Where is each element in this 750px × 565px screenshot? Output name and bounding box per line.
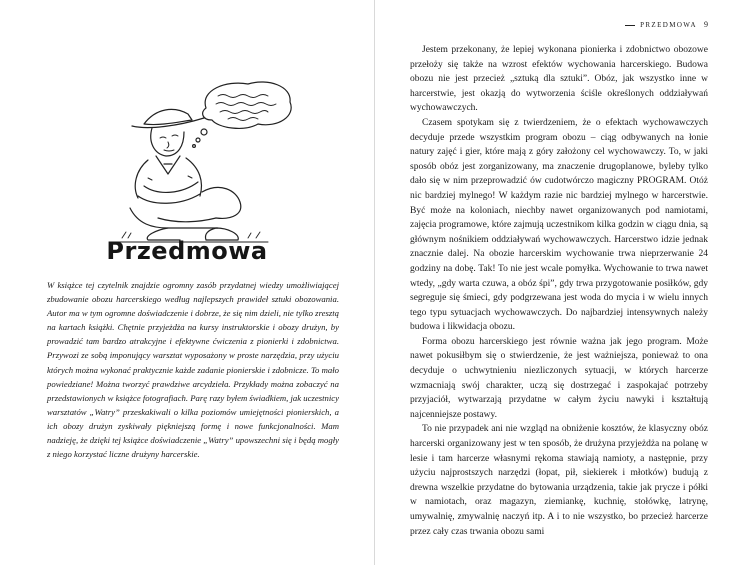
running-head-rule <box>625 25 635 26</box>
left-page <box>0 0 374 565</box>
scout-sitting-dreaming-illustration <box>108 78 298 246</box>
running-head-title: PRZEDMOWA <box>640 21 697 29</box>
body-paragraph: Jestem przekonany, że lepiej wykonana pionierka i zdobnictwo obozowe przełoży się także na wzrost efektów wychowania harcerskiego. Budowa obozu nie jest przecież „sztuką dla sztuki”. Obóz, jak wszystko inne w harcerstwie, jest okazją do wytworzenia ściśle określonych oddziaływań wychowawczych. <box>410 45 708 114</box>
body-paragraph: Forma obozu harcerskiego jest równie ważna jak jego program. Może nawet pokusiłbym się o stwierdzenie, że jest ważniejsza, ponieważ to ona decyduje o uchwytnieniu niezliczonych sytuacji, w których harcerze wzmacniają swój charakter, uczą się dostrzegać i zaspokajać potrzeby przyjaciół, wytwarzają przydatne w całym życiu nawyki i kształtują najcenniejsze postawy. <box>410 336 708 420</box>
right-page <box>375 0 750 565</box>
body-text <box>410 43 708 539</box>
intro-paragraph: W książce tej czytelnik znajdzie ogromny zasób przydatnej wiedzy umożliwiającej zbudowanie obozu harcerskiego według najlepszych prawideł sztuki obozowania. Autor ma w tym ogromne doświadczenie i dobrze, że się nim dzieli, nie tylko zresztą na kartach książki. Chętnie przyjeżdża na kursy instruktorskie i obozy drużyn, by prowadzić tam bardzo atrakcyjne i efektywne ćwiczenia z pionierki i zdobnictwa. Przywozi ze sobą imponujący warsztat wyposażony w proste narzędzia, przy użyciu których można wykonać praktycznie każde zadanie pionierskie i zdobnicze. To mało powiedziane! Można tworzyć prawdziwe arcydzieła. Przykłady można zobaczyć na przedstawionych w książce fotografiach. Parę razy byłem świadkiem, jak uczestnicy warsztatów „Watry” przeskakiwali o kilka poziomów umiejętności pionierskich, a ich obozy drużyn zyskiwały piękniejszą formę i nowe funkcjonalności. Mam nadzieję, że dzięki tej książce doświadczenie „Watry” upowszechni się i będą mogły z niego korzystać liczne drużyny harcerskie. <box>47 280 339 460</box>
running-head <box>375 20 708 29</box>
page-number: 9 <box>704 20 708 29</box>
chapter-title: Przedmowa <box>106 237 268 265</box>
body-paragraph: Czasem spotykam się z twierdzeniem, że o efektach wychowawczych decyduje przede wszystkim program obozu – ciąg odbywanych na łonie natury zajęć i gier, które mają z góry założony cel wychowawczy. To, w jaki sposób obóz jest zorganizowany, ma znaczenie drugoplanowe, byleby tylko dało się w nim przeprowadzić ów cudotwórczo magiczny PROGRAM. Otóż nic bardziej mylnego! W każdym razie nic bardziej mylnego w harcerstwie. Być może na koloniach, niechby nawet organizowanych pod namiotami, zajęcia programowe, które zajmują uczestnikom kilka godzin w ciągu dnia, są głównym nośnikiem oddziaływań wychowawczych. Harcerstwo idzie jednak znacznie dalej. Na obozie harcerskim wychowanie trwa nieprzerwanie 24 godziny na dobę. Tak! To nie jest wcale pomyłka. Wychowanie to trwa nawet wtedy, „gdy warta czuwa, a obóz śpi”, gdy trwa przygotowanie posiłków, gdy segreguje się śmieci, gdy podgrzewana jest woda do mycia i w wielu innych tego typu sytuacjach wychowawczych. Do najbardziej intensywnych należy budowa i likwidacja obozu. <box>410 117 708 333</box>
body-paragraph: To nie przypadek ani nie wzgląd na obniżenie kosztów, że klasyczny obóz harcerski organizowany jest w ten sposób, że drużyna przyjeżdża na polanę w lesie i tam harcerze własnymi rękoma stawiają namioty, a następnie, przy użyciu najprostszych narzędzi (łopat, pił, siekierek i młotków) budują z drewna wszelkie przydatne do bytowania urządzenia, takie jak prycze i półki w namiotach, oraz magazyn, ziemiankę, kuchnię, stołówkę, latrynę, umywalnię, zmywalnię naczyń itp. A i to nie wszystko, bo przecież harcerze przez cały czas trwania obozu sami <box>410 424 708 537</box>
